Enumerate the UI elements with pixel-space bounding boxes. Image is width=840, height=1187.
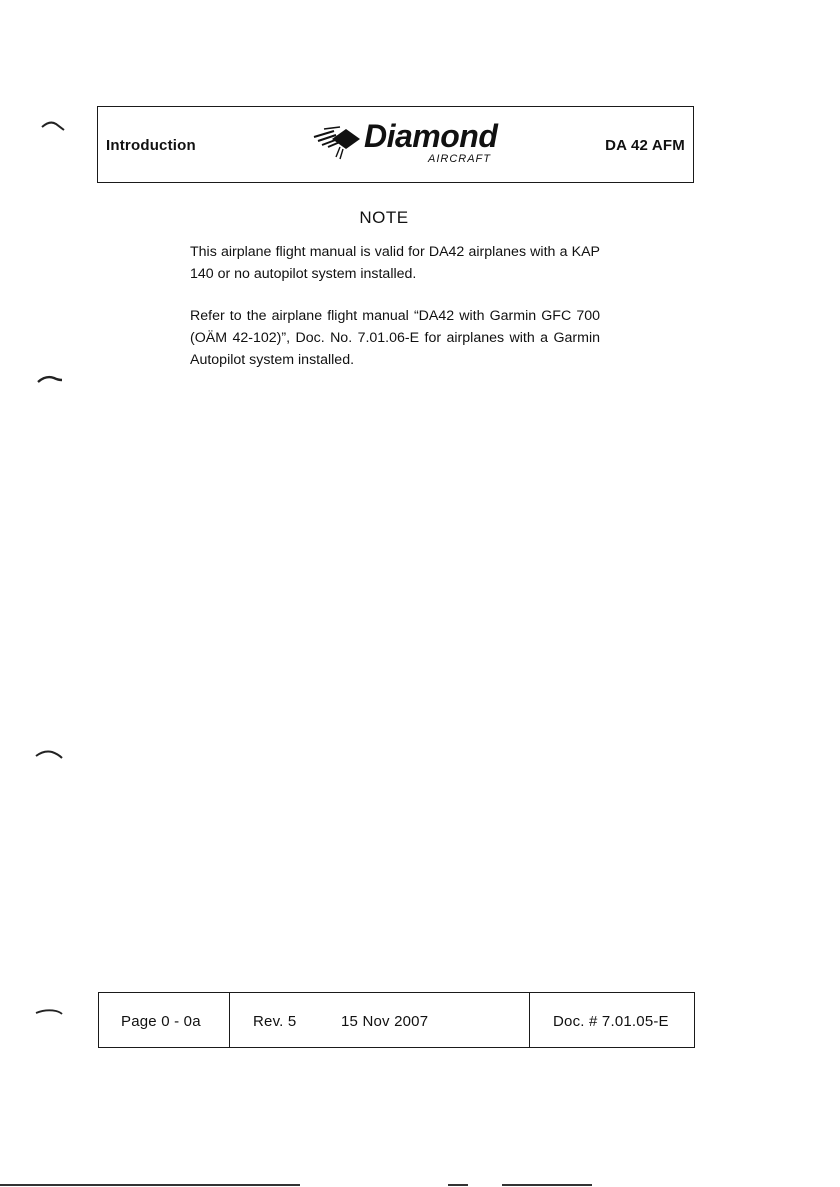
page-footer: [98, 992, 695, 1048]
logo-wordmark: Diamond: [364, 118, 498, 154]
page-number: Page 0 - 0a: [121, 1013, 201, 1030]
scan-edge-line: [448, 1184, 468, 1186]
document-number: Doc. # 7.01.05-E: [553, 1013, 669, 1030]
manual-title: DA 42 AFM: [605, 137, 685, 154]
scan-edge-line: [502, 1184, 592, 1186]
punch-hole-mark-icon: [36, 372, 64, 386]
page-header: [97, 106, 694, 183]
logo-subtitle: AIRCRAFT: [428, 153, 491, 165]
revision-date: 15 Nov 2007: [341, 1013, 429, 1030]
diamond-aircraft-logo: [310, 115, 510, 175]
punch-hole-mark-icon: [34, 1006, 64, 1018]
scan-edge-line: [0, 1184, 300, 1186]
punch-hole-mark-icon: [40, 118, 68, 132]
diamond-logo-mark-icon: [310, 123, 370, 163]
revision-number: Rev. 5: [253, 1013, 297, 1030]
footer-divider: [229, 993, 230, 1047]
note-title: NOTE: [359, 208, 409, 227]
footer-divider: [529, 993, 530, 1047]
section-title: Introduction: [106, 137, 196, 154]
note-paragraph-1: This airplane flight manual is valid for DA42 airplanes with a KAP 140 or no autopilot system installed.: [190, 244, 600, 282]
note-paragraph-2: Refer to the airplane flight manual “DA42 with Garmin GFC 700 (OÄM 42-102)”, Doc. No. 7.01.06-E for airplanes with a Garmin Autopilot system installed.: [190, 308, 600, 368]
punch-hole-mark-icon: [34, 746, 64, 760]
